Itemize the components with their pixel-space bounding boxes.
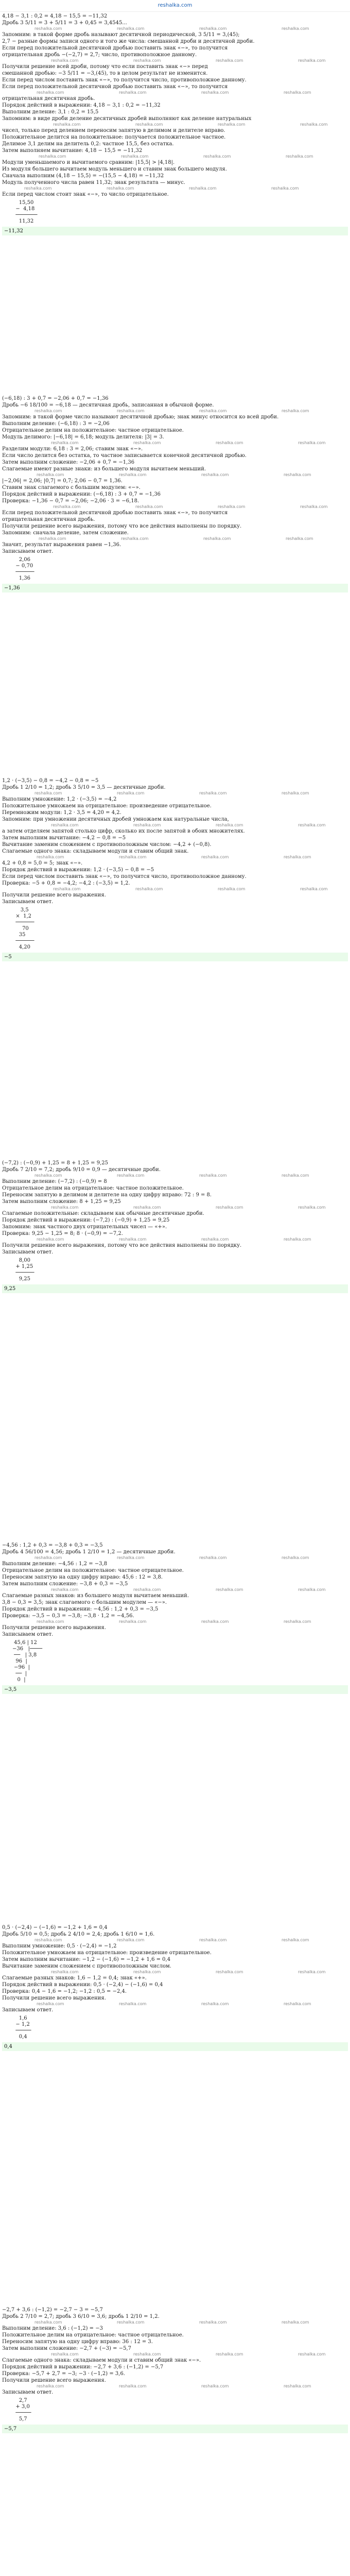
watermark: reshalka.com [117,1938,145,1942]
watermark-row [2,2320,348,2325]
watermark: reshalka.com [286,536,313,541]
explanation-line: а затем отделяем запятой столько цифр, сколько их после запятой в обоих множителях. [2,828,245,834]
watermark: reshalka.com [300,504,328,509]
watermark-row [2,409,348,414]
explanation-line: Порядок действий в выражении: (−6,18) : 3 + 0,7 = −1,36 [2,492,161,497]
watermark: reshalka.com [216,2352,243,2357]
watermark: reshalka.com [218,504,246,509]
explanation-line: Сначала выполним (4,18 − 15,5) = −(15,5 − 4,18) = −11,32 [2,173,164,179]
watermark: reshalka.com [119,1237,147,1242]
column-row: 1,6 [12,2015,27,2021]
column-row: + 3,0 [12,2404,30,2410]
column-row: 45,6 | 12 [12,1640,37,1646]
watermark: reshalka.com [284,1237,311,1242]
explanation-line: Получили решение всего выражения. [2,1625,106,1631]
watermark: reshalka.com [284,90,311,95]
watermark: reshalka.com [37,1619,64,1624]
watermark: reshalka.com [298,58,326,63]
watermark-row [2,536,348,541]
explanation-line: отрицательная дробь −(−2,7) = 2,7; число, противоположное данному. [2,52,197,58]
answer-highlight: −1,36 [2,584,348,592]
watermark: reshalka.com [282,409,309,413]
watermark: reshalka.com [189,186,217,191]
solution-section [2,1542,348,1924]
watermark: reshalka.com [298,440,326,445]
watermark: reshalka.com [107,186,134,191]
explanation-line: Порядок действий в выражении: −4,56 : 1,2 + 0,3 = −3,5 [2,1606,159,1612]
answer-highlight: −11,32 [2,227,348,235]
explanation-line: Слагаемые имеют разные знаки: из большего модуля вычитаем меньший. [2,466,206,472]
explanation-line: Дробь −6 18/100 = −6,18 — десятичная дробь, записанная в обычной форме. [2,402,214,408]
watermark: reshalka.com [300,887,328,891]
explanation-line: смешанной дробью: −3 5/11 = −3,(45), то в целом результат не изменится. [2,71,208,76]
watermark-row [2,1619,348,1624]
column-row: + 1,25 [12,1264,33,1269]
watermark: reshalka.com [199,409,227,413]
column-row: × 1,2 [12,913,31,919]
column-row: ────── [12,938,34,944]
explanation-line: Слагаемые разных знаков: 1,6 − 1,2 = 0,4; знак «+». [2,1975,147,1981]
solution-section [2,1160,348,1542]
watermark: reshalka.com [119,1619,147,1624]
explanation-line: Затем выполним вычитание: −4,2 − 0,8 = −5 [2,835,126,841]
explanation-line: Выполним умножение: 0,5 · (−2,4) = −1,2 [2,1943,117,1949]
explanation-line: Разделим модули: 6,18 : 3 = 2,06; ставим знак «−». [2,446,143,452]
explanation-line: Положительное делится на положительное: получается положительное частное. [2,134,226,140]
solution-content [0,12,350,2576]
answer-highlight: −3,5 [2,1685,348,1694]
watermark: reshalka.com [271,186,299,191]
explanation-line: Выполним деление: (−7,2) : (−0,9) = 8 [2,1179,107,1184]
explanation-line: Значит, результат выражения равен −1,36. [2,542,121,548]
explanation-line: Запомним: сначала деление, затем сложение. [2,530,129,536]
column-row: 11,32 [12,218,34,224]
explanation-line: Порядок действий в выражении: −2,7 + 3,6 : (−1,2) = −5,7 [2,2364,164,2370]
column-row: −96 | [12,1665,30,1670]
column-row: − 0,70 [12,563,33,569]
watermark: reshalka.com [282,1555,309,1560]
expression-line: 1,2 · (−3,5) − 0,8 = −4,2 − 0,8 = −5 [2,778,99,784]
watermark: reshalka.com [119,855,147,859]
explanation-line: Если перед положительной десятичной дробью поставить знак «−», то получится [2,84,228,90]
explanation-line: 4,2 + 0,8 = 5,0 = 5; знак «−». [2,860,83,866]
solution-section [2,1924,348,2307]
watermark: reshalka.com [133,1587,161,1592]
watermark: reshalka.com [39,536,66,541]
watermark: reshalka.com [203,536,231,541]
column-row: ────── [12,920,34,925]
watermark: reshalka.com [51,1205,79,1210]
watermark: reshalka.com [34,791,62,795]
watermark-row [2,2352,348,2357]
explanation-line: Затем выполним сложение: −2,06 + 0,7 = −1,36 [2,460,135,465]
answer-highlight: 9,25 [2,1284,348,1293]
watermark: reshalka.com [34,1555,62,1560]
explanation-line: Слагаемые одного знака: складываем модули и ставим общий знак «−». [2,2358,201,2363]
column-row: −36 |──── [12,1646,43,1652]
explanation-line: Переносим запятую на одну цифру вправо: 45,6 : 12 = 3,8. [2,1574,163,1580]
explanation-line: Затем выполняем вычитание: 4,18 − 15,5 = −11,32 [2,148,143,154]
watermark-row [2,186,348,191]
watermark: reshalka.com [117,1555,145,1560]
explanation-line: Положительное делим на отрицательное: частное отрицательное. [2,2332,184,2338]
watermark: reshalka.com [201,90,229,95]
explanation-line: Выполним деление: 3,1 : 0,2 = 15,5 [2,109,99,115]
watermark-row [2,1205,348,1210]
watermark: reshalka.com [199,1173,227,1178]
watermark: reshalka.com [133,2352,161,2357]
watermark-row [2,1938,348,1943]
watermark: reshalka.com [284,855,311,859]
site-header [0,0,350,12]
watermark-row [2,440,348,446]
explanation-line: Порядок действий в выражении: 4,18 − 3,1 : 0,2 = −11,32 [2,103,161,108]
explanation-line: Затем выполним сложение: 8 + 1,25 = 9,25 [2,1199,121,1205]
watermark: reshalka.com [298,1587,326,1592]
column-calculation [12,200,348,225]
column-row: ─────── [12,212,38,218]
watermark: reshalka.com [199,1555,227,1560]
explanation-line: Порядок действий в выражении: 0,5 · (−2,4) − (−1,6) = 0,4 [2,1982,163,1988]
watermark: reshalka.com [51,440,79,445]
watermark: reshalka.com [133,440,161,445]
watermark-row [2,58,348,63]
explanation-line: Записываем ответ. [2,1249,54,1255]
expression-line: −2,7 + 3,6 : (−1,2) = −2,7 − 3 = −5,7 [2,2307,103,2313]
watermark: reshalka.com [34,1173,62,1178]
explanation-line: Переносим запятую на одну цифру вправо: 36 : 12 = 3. [2,2339,153,2345]
watermark-row [2,791,348,796]
watermark: reshalka.com [298,1205,326,1210]
watermark: reshalka.com [135,887,163,891]
explanation-line: Если перед положительной десятичной дробью поставить знак «−», то получится [2,45,228,51]
watermark: reshalka.com [37,2384,64,2388]
watermark: reshalka.com [53,887,81,891]
watermark: reshalka.com [53,122,81,127]
watermark: reshalka.com [282,26,309,31]
explanation-line: Порядок действий в выражении: (−7,2) : (−0,9) + 1,25 = 9,25 [2,1217,170,1223]
explanation-line: Получили решение всего выражения. [2,2378,106,2383]
column-calculation [12,1640,348,1683]
explanation-line: Если число делится без остатка, то частное записывается конечной десятичной дробью. [2,453,247,459]
watermark-row [2,1173,348,1178]
explanation-line: 3,8 − 0,3 = 3,5; знак слагаемого с большим модулем — «−». [2,1600,167,1605]
watermark: reshalka.com [37,90,64,95]
explanation-line: Отрицательное делим на положительное: частное отрицательное. [2,428,184,433]
watermark-row [2,823,348,828]
watermark: reshalka.com [51,823,79,827]
watermark: reshalka.com [282,791,309,795]
explanation-line: Получили решение всего выражения, потому что все действия выполнены по порядку. [2,523,242,529]
watermark-row [2,1587,348,1592]
watermark: reshalka.com [199,26,227,31]
explanation-line: Проверка: −3,5 − 0,3 = −3,8; −3,8 · 1,2 = −4,56. [2,1613,134,1619]
explanation-line: Отрицательное делим на отрицательное: частное положительное. [2,1185,184,1191]
watermark: reshalka.com [203,154,231,159]
solution-section [2,2307,348,2576]
watermark: reshalka.com [199,1938,227,1942]
explanation-line: отрицательная десятичная дробь. [2,517,95,522]
explanation-line: Записываем ответ. [2,2007,54,2013]
column-row: 35 [12,932,29,938]
watermark: reshalka.com [300,122,328,127]
watermark: reshalka.com [216,823,243,827]
watermark: reshalka.com [282,1173,309,1178]
watermark: reshalka.com [201,2384,229,2388]
watermark: reshalka.com [133,1205,161,1210]
explanation-line: Проверка: −5 + 0,8 = −4,2; −4,2 : (−3,5) = 1,2. [2,880,130,886]
watermark: reshalka.com [24,186,52,191]
watermark: reshalka.com [133,823,161,827]
explanation-line: Модули уменьшаемого и вычитаемого сравним: |15,5| > |4,18|. [2,160,175,165]
watermark-row [2,1970,348,1975]
watermark: reshalka.com [135,504,163,509]
explanation-line: Затем выполним сложение: −3,8 + 0,3 = −3,5 [2,1581,128,1587]
watermark: reshalka.com [218,122,246,127]
watermark: reshalka.com [53,504,81,509]
watermark: reshalka.com [298,1970,326,1974]
column-row: ───── [12,2410,31,2416]
watermark: reshalka.com [286,154,313,159]
solution-section [2,777,348,1160]
explanation-line: Записываем ответ. [2,899,54,905]
column-row: ────── [12,569,34,575]
column-row: 4,20 [12,944,30,950]
explanation-line: 2,7 − разные формы записи одного и того же числа: смешанной дроби и десятичной дроби. [2,39,255,44]
explanation-line: Перемножим модули: 1,2 · 3,5 = 4,20 = 4,2. [2,810,121,816]
watermark: reshalka.com [298,823,326,827]
watermark: reshalka.com [34,26,62,31]
watermark: reshalka.com [199,2320,227,2325]
explanation-line: Из модуля большего вычитаем модуль меньшего и ставим знак большего модуля. [2,166,227,172]
watermark-row [2,122,348,127]
watermark: reshalka.com [117,2320,145,2325]
explanation-line: Порядок действий в выражении: 1,2 · (−3,5) − 0,8 = −5 [2,867,154,873]
watermark: reshalka.com [201,855,229,859]
expression-line: −4,56 : 1,2 + 0,3 = −3,8 + 0,3 = −3,5 [2,1543,103,1548]
column-row: 70 [12,926,29,931]
column-row: ── | 3,8 [12,1652,37,1658]
column-calculation [12,1258,348,1282]
watermark: reshalka.com [37,855,64,859]
column-row: 96 | [12,1658,27,1664]
watermark: reshalka.com [216,1587,243,1592]
explanation-line: Если перед числом стоит знак «−», то число отрицательное. [2,192,169,197]
expression-line: (−6,18) : 3 + 0,7 = −2,06 + 0,7 = −1,36 [2,396,109,401]
watermark-row [2,154,348,159]
watermark: reshalka.com [51,1970,79,1974]
explanation-line: Выполним умножение: 1,2 · (−3,5) = −4,2 [2,796,117,802]
explanation-line: Переносим запятую в делимом и делителе на одну цифру вправо: 72 : 9 = 8. [2,1192,212,1198]
explanation-line: Запомним: в виде дроби деление десятичных дробей выполняют как деление натуральных [2,116,252,122]
column-calculation [12,2398,348,2422]
explanation-line: Записываем ответ. [2,1632,54,1637]
watermark: reshalka.com [37,472,64,477]
watermark: reshalka.com [34,2320,62,2325]
explanation-line: Проверка: −5,7 + 2,7 = −3; −3 · (−1,2) = 3,6. [2,2371,125,2377]
watermark: reshalka.com [218,887,246,891]
watermark-row [2,90,348,95]
column-row: ────── [12,1270,34,1276]
solution-section [2,395,348,777]
watermark: reshalka.com [51,58,79,63]
explanation-line: Дробь 2 7/10 = 2,7; дробь 3 6/10 = 3,6; дробь 1 2/10 = 1,2. [2,2314,160,2319]
explanation-line: Дробь 7 2/10 = 7,2; дробь 9/10 = 0,9 — десятичные дроби. [2,1167,161,1173]
watermark: reshalka.com [117,1173,145,1178]
explanation-line: Запомним: в такой форме дробь называют десятичной периодической, 3 5/11 = 3,(45); [2,32,240,38]
explanation-line: Дробь 1 2/10 = 1,2; дробь 3 5/10 = 3,5 — десятичные дроби. [2,785,166,790]
explanation-line: Выполним деление: −4,56 : 1,2 = −3,8 [2,1561,108,1567]
expression-line: 4,18 − 3,1 : 0,2 = 4,18 − 15,5 = −11,32 [2,13,108,19]
watermark: reshalka.com [119,90,147,95]
expression-line: 0,5 · (−2,4) − (−1,6) = −1,2 + 1,6 = 0,4 [2,1925,108,1930]
watermark: reshalka.com [201,1619,229,1624]
explanation-line: Модуль полученного числа равен 11,32; знак результата — минус. [2,180,185,185]
explanation-line: Делимое 3,1 делим на делитель 0,2: частное 15,5, без остатка. [2,141,174,147]
column-row: ── | [12,1671,27,1676]
watermark: reshalka.com [216,1205,243,1210]
watermark: reshalka.com [34,409,62,413]
watermark: reshalka.com [51,2352,79,2357]
column-row: 1,36 [12,575,30,581]
explanation-line: Слагаемые разных знаков: из большего модуля вычитаем меньший. [2,1593,189,1599]
answer-highlight: −5 [2,953,348,961]
watermark: reshalka.com [39,154,66,159]
watermark: reshalka.com [201,472,229,477]
explanation-line: Запомним: при умножении десятичных дробей умножаем как натуральные числа, [2,817,229,822]
explanation-line: Проверка: 0,4 − 1,6 = −1,2; −1,2 : 0,5 = −2,4. [2,1989,127,1994]
watermark: reshalka.com [37,1237,64,1242]
explanation-line: Запомним: знак частного двух отрицательных чисел — «+». [2,1224,167,1230]
watermark: reshalka.com [282,1938,309,1942]
watermark: reshalka.com [34,1938,62,1942]
explanation-line: Проверка: −1,36 − 0,7 = −2,06; −2,06 · 3 = −6,18. [2,498,139,504]
answer-highlight: 0,4 [2,2042,348,2051]
watermark: reshalka.com [216,1970,243,1974]
watermark: reshalka.com [133,1970,161,1974]
watermark: reshalka.com [284,2384,311,2388]
column-row: 15,50 [12,200,34,206]
explanation-line: Выполним деление: 3,6 : (−1,2) = −3 [2,2326,103,2331]
explanation-line: Вычитание заменим сложением с противоположным числом. [2,1963,171,1969]
explanation-line: |−2,06| = 2,06; |0,7| = 0,7; 2,06 − 0,7 = 1,36. [2,478,122,484]
watermark: reshalka.com [298,2352,326,2357]
solution-section [2,13,348,395]
watermark: reshalka.com [121,536,149,541]
column-calculation [12,557,348,582]
column-row: 0 | [12,1677,26,1683]
watermark: reshalka.com [201,1237,229,1242]
watermark: reshalka.com [119,2002,147,2006]
explanation-line: Записываем ответ. [2,2389,54,2395]
explanation-line: Получили решение всего выражения. [2,1995,106,2001]
explanation-line: Записываем ответ. [2,549,54,554]
watermark-row [2,26,348,31]
explanation-line: Получили решение всего выражения, потому что все действия выполнены по порядку. [2,1243,242,1248]
explanation-line: Ставим знак слагаемого с большим модулем: «−». [2,485,141,490]
explanation-line: Положительное умножаем на отрицательное: произведение отрицательное. [2,1950,212,1956]
watermark: reshalka.com [135,122,163,127]
watermark: reshalka.com [201,2002,229,2006]
column-row: − 1,2 [12,2022,30,2027]
watermark-row [2,2384,348,2389]
explanation-line: Получили решение всего выражения. [2,892,106,898]
column-row: 2,06 [12,557,30,563]
watermark: reshalka.com [117,409,145,413]
explanation-line: Запомним: в такой форме число называют десятичной дробью; знак минус относится ко всей дроби. [2,414,279,420]
explanation-line: Проверка: 9,25 − 1,25 = 8; 8 · (−0,9) = −7,2. [2,1231,123,1236]
watermark: reshalka.com [119,472,147,477]
explanation-line: Если перед числом поставить знак «−», то получится число, противоположное данному. [2,77,247,83]
watermark-row [2,1555,348,1561]
watermark-row [2,1237,348,1242]
watermark: reshalka.com [119,2384,147,2388]
watermark-row [2,887,348,892]
explanation-line: Если перед положительной десятичной дробью поставить знак «−», то получится [2,510,228,516]
watermark-row [2,2002,348,2007]
explanation-line: Затем выполним вычитание: −1,2 − (−1,6) = −1,2 + 1,6 = 0,4 [2,1957,171,1962]
watermark: reshalka.com [133,58,161,63]
column-row: 8,00 [12,1258,30,1263]
watermark-row [2,855,348,860]
explanation-line: Дробь 3 5/11 = 3 + 5/11 = 3 + 0,45 = 3,4545... [2,20,127,26]
column-row: − 4,18 [12,206,35,212]
explanation-line: Затем выполним сложение: −2,7 + (−3) = −5,7 [2,2346,131,2351]
explanation-line: чисел, только перед делением переносим запятую в делимом и делителе вправо. [2,128,225,133]
explanation-line: Вычитание заменим сложением с противоположным числом: −4,2 + (−0,8). [2,842,212,848]
explanation-line: отрицательная десятичная дробь. [2,96,95,101]
explanation-line: Дробь 4 56/100 = 4,56; дробь 1 2/10 = 1,2 — десятичные дроби. [2,1549,176,1555]
watermark: reshalka.com [282,2320,309,2325]
column-row: 3,5 [12,907,29,913]
answer-highlight: −5,7 [2,2425,348,2433]
explanation-line: Положительное умножаем на отрицательное: произведение отрицательное. [2,803,212,809]
watermark-row [2,472,348,478]
watermark-row [2,504,348,510]
column-row: ───── [12,2028,31,2033]
watermark: reshalka.com [37,2002,64,2006]
explanation-line: Модуль делимого: |−6,18| = 6,18; модуль делителя: |3| = 3. [2,434,164,440]
column-calculation [12,907,348,951]
watermark: reshalka.com [117,791,145,795]
explanation-line: Слагаемые положительные: складываем как обычные десятичные дроби. [2,1211,204,1216]
watermark: reshalka.com [117,26,145,31]
explanation-line: Выполним деление: (−6,18) : 3 = −2,06 [2,421,110,427]
watermark: reshalka.com [284,472,311,477]
column-row: 2,7 [12,2398,27,2403]
explanation-line: Получили решение всей дроби, потому что если поставить знак «−» перед [2,64,208,70]
watermark: reshalka.com [199,791,227,795]
explanation-line: Если перед числом поставить знак «−», то получится число, противоположное данному. [2,874,247,879]
column-row: 5,7 [12,2416,27,2422]
watermark: reshalka.com [51,1587,79,1592]
expression-line: (−7,2) : (−0,9) + 1,25 = 8 + 1,25 = 9,25 [2,1160,109,1166]
site-title[interactable]: reshalka.com [157,3,192,8]
watermark: reshalka.com [216,440,243,445]
watermark: reshalka.com [284,1619,311,1624]
column-calculation [12,2015,348,2040]
watermark: reshalka.com [121,154,149,159]
explanation-line: Дробь 5/10 = 0,5; дробь 2 4/10 = 2,4; дробь 1 6/10 = 1,6. [2,1931,155,1937]
explanation-line: Отрицательное делим на положительное: частное отрицательное. [2,1568,184,1573]
watermark: reshalka.com [284,2002,311,2006]
watermark: reshalka.com [216,58,243,63]
column-row: 0,4 [12,2034,27,2040]
column-row: 9,25 [12,1276,30,1282]
explanation-line: Слагаемые одного знака: складываем модули и ставим общий знак. [2,849,189,854]
